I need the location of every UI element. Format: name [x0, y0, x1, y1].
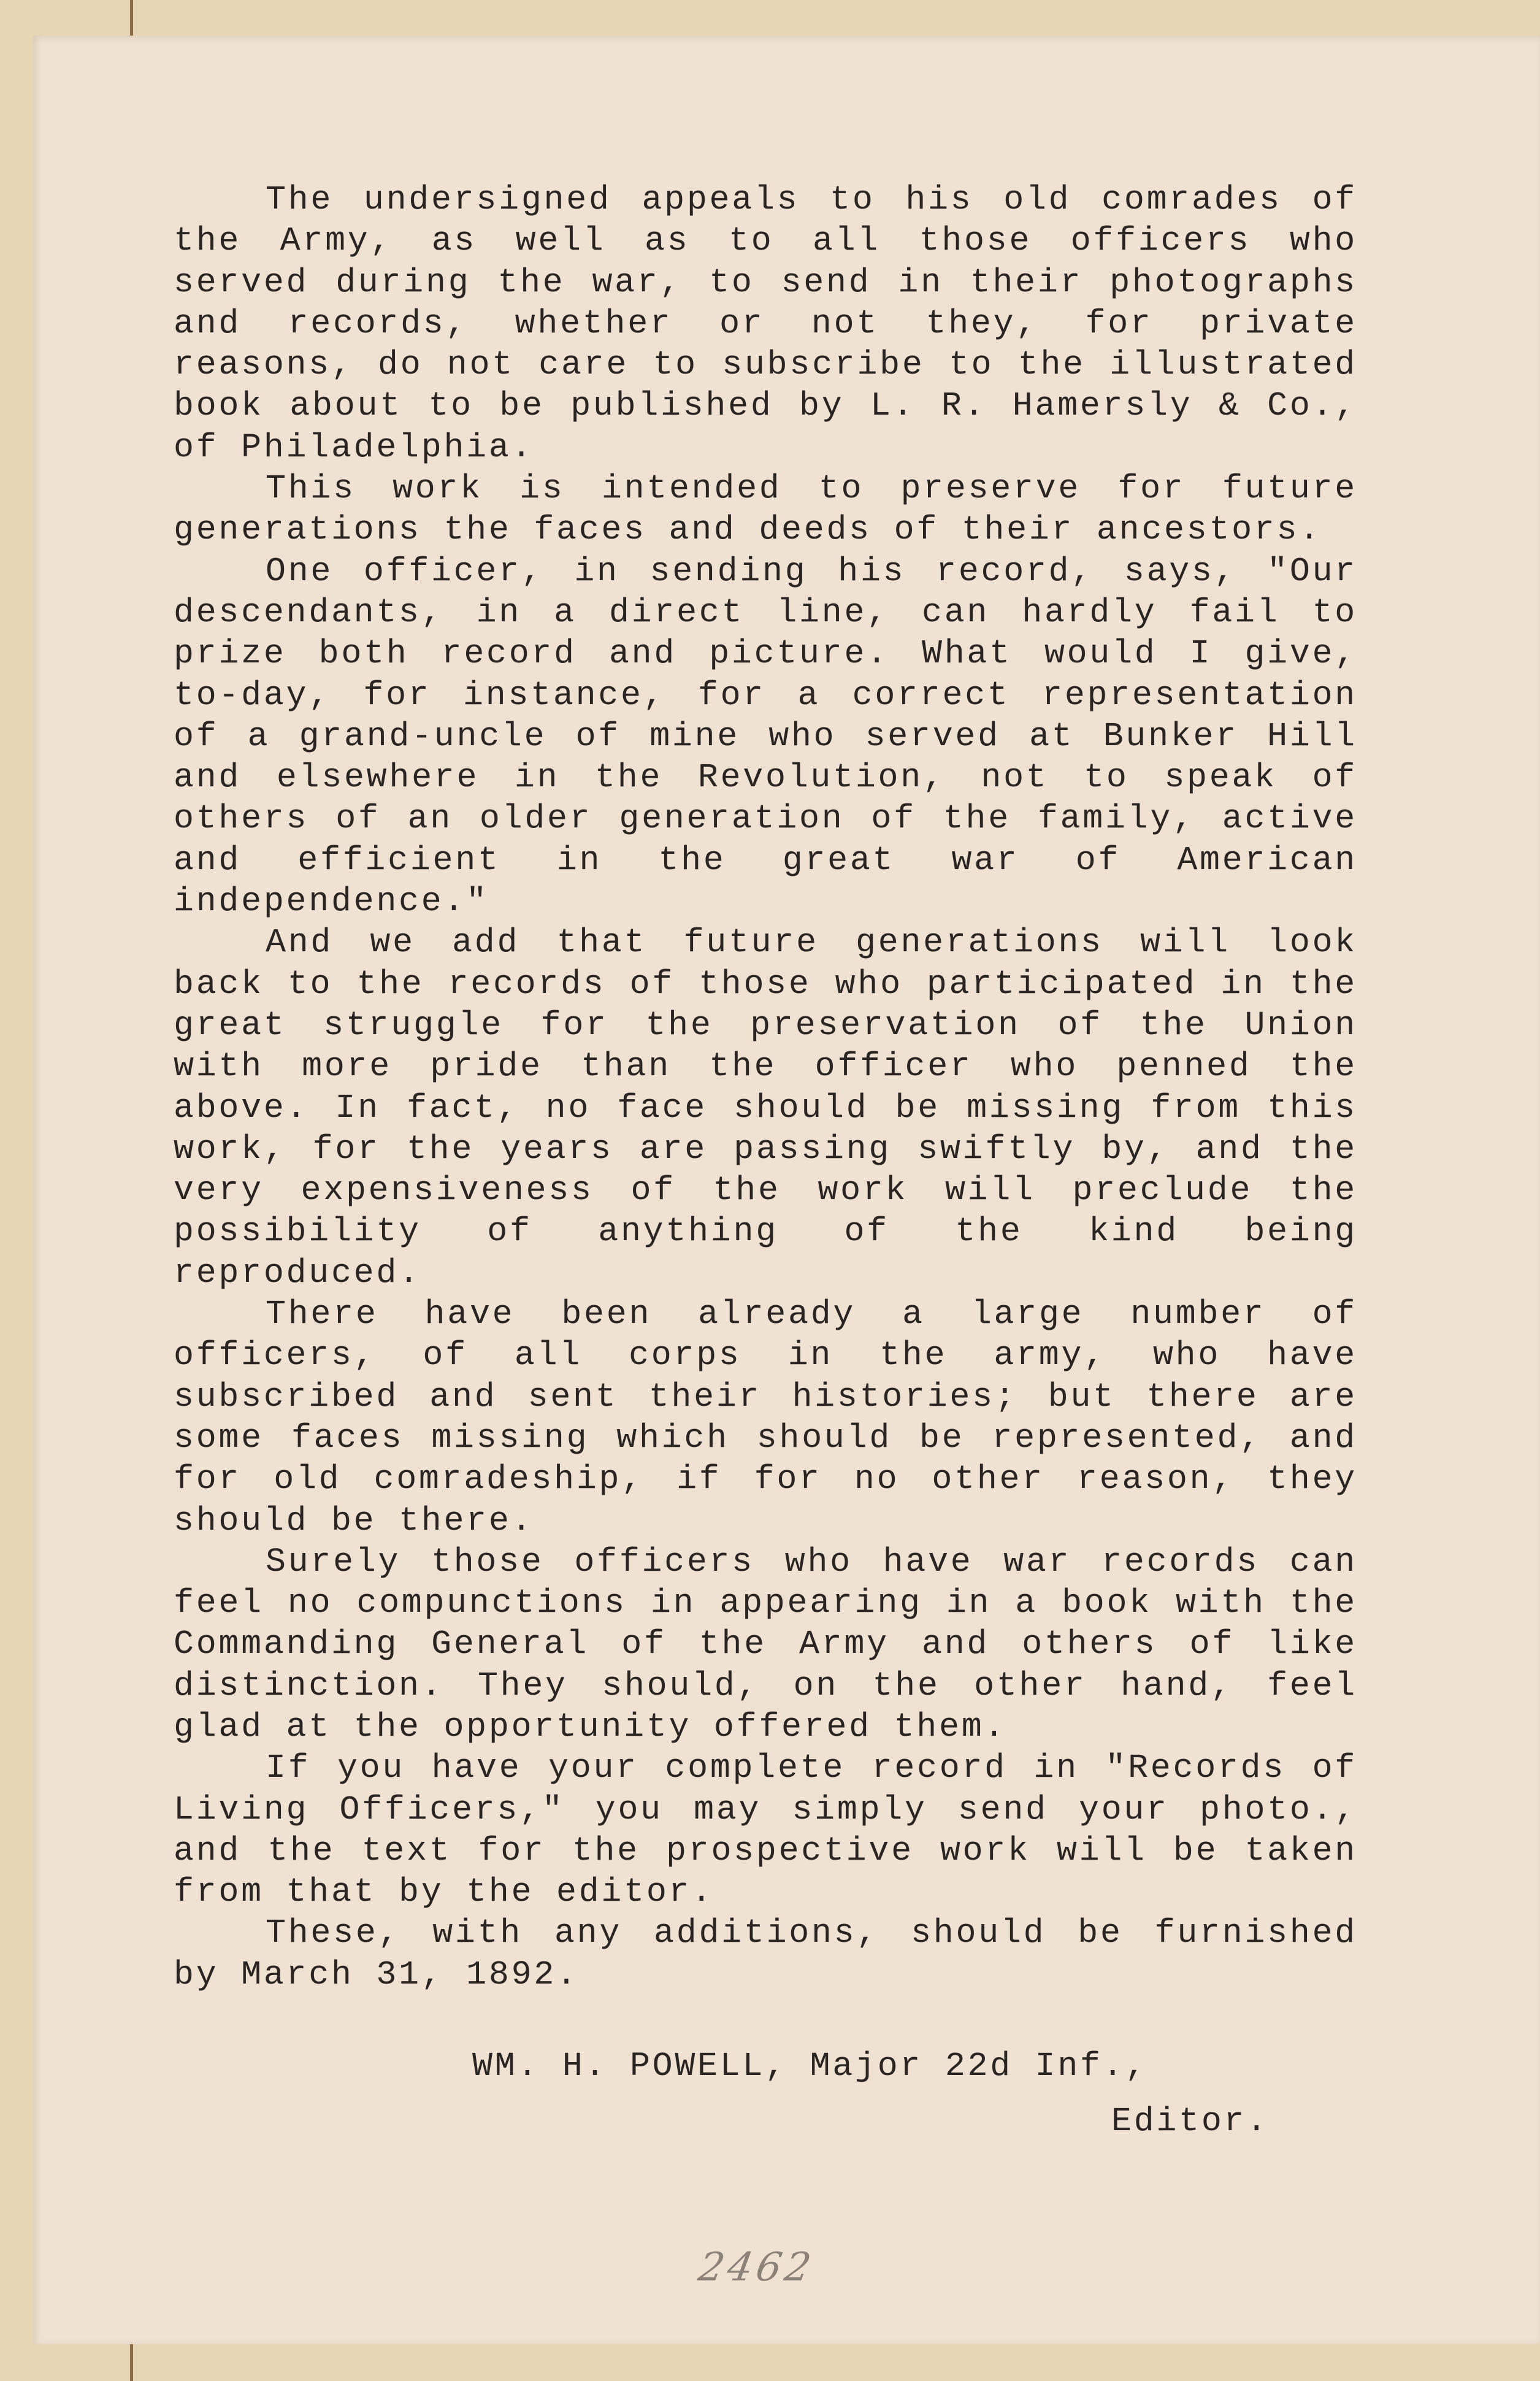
paragraph: These, with any additions, should be furnished by March 31, 1892. [174, 1914, 1357, 1994]
paragraph: Surely those officers who have war records can feel no compunctions in appearing in a book with the Commanding General of the Army and others of like distinction. They should, on the other hand, feel glad at the opportunity offered them. [174, 1542, 1357, 1746]
fold-mark-bottom [130, 2344, 133, 2381]
fold-mark-top [130, 0, 133, 36]
paragraph: There have been already a large number of officers, of all corps in the army, who have subscribed and sent their histories; but there are some faces missing which should be represented, and for old comradeship, if for no other reason, they should be there. [174, 1295, 1357, 1540]
paragraph: And we add that future generations will look back to the records of those who participated in the great struggle for the preservation of the Union with more pride than the officer who penned the above. In fact, no face should be missing from this work, for the years are passing swiftly by, and the very expensiveness of the work will preclude the possibility of anything of the kind being reproduced. [174, 923, 1357, 1292]
paragraph: One officer, in sending his record, says, "Our descendants, in a direct line, can hardly fail to prize both record and picture. What would I give, to-day, for instance, for a correct representation of a grand-uncle of mine who served at Bunker Hill and elsewhere in the Revolution, not to speak of others of an older generation of the family, active and efficient in the great war of American independence." [174, 551, 1357, 921]
paragraph: This work is intended to preserve for future generations the faces and deeds of their ancestors. [174, 469, 1357, 550]
pencil-page-number: 2462 [695, 2245, 818, 2290]
signature-name-line: WM. H. POWELL, Major 22d Inf., [472, 2047, 1148, 2085]
paragraph: The undersigned appeals to his old comrades of the Army, as well as to all those officers who served during the war, to send in their photographs and records, whether or not they, for private reasons, do not care to subscribe to the illustrated book about to be published by L. R. Hamersly & Co., of Philadelphia. [174, 180, 1357, 467]
paragraph: If you have your complete record in "Records of Living Officers," you may simply send your photo., and the text for the prospective work will be taken from that by the editor. [174, 1749, 1357, 1912]
signature-title-line: Editor. [1111, 2102, 1269, 2141]
letter-body [174, 179, 1357, 1995]
